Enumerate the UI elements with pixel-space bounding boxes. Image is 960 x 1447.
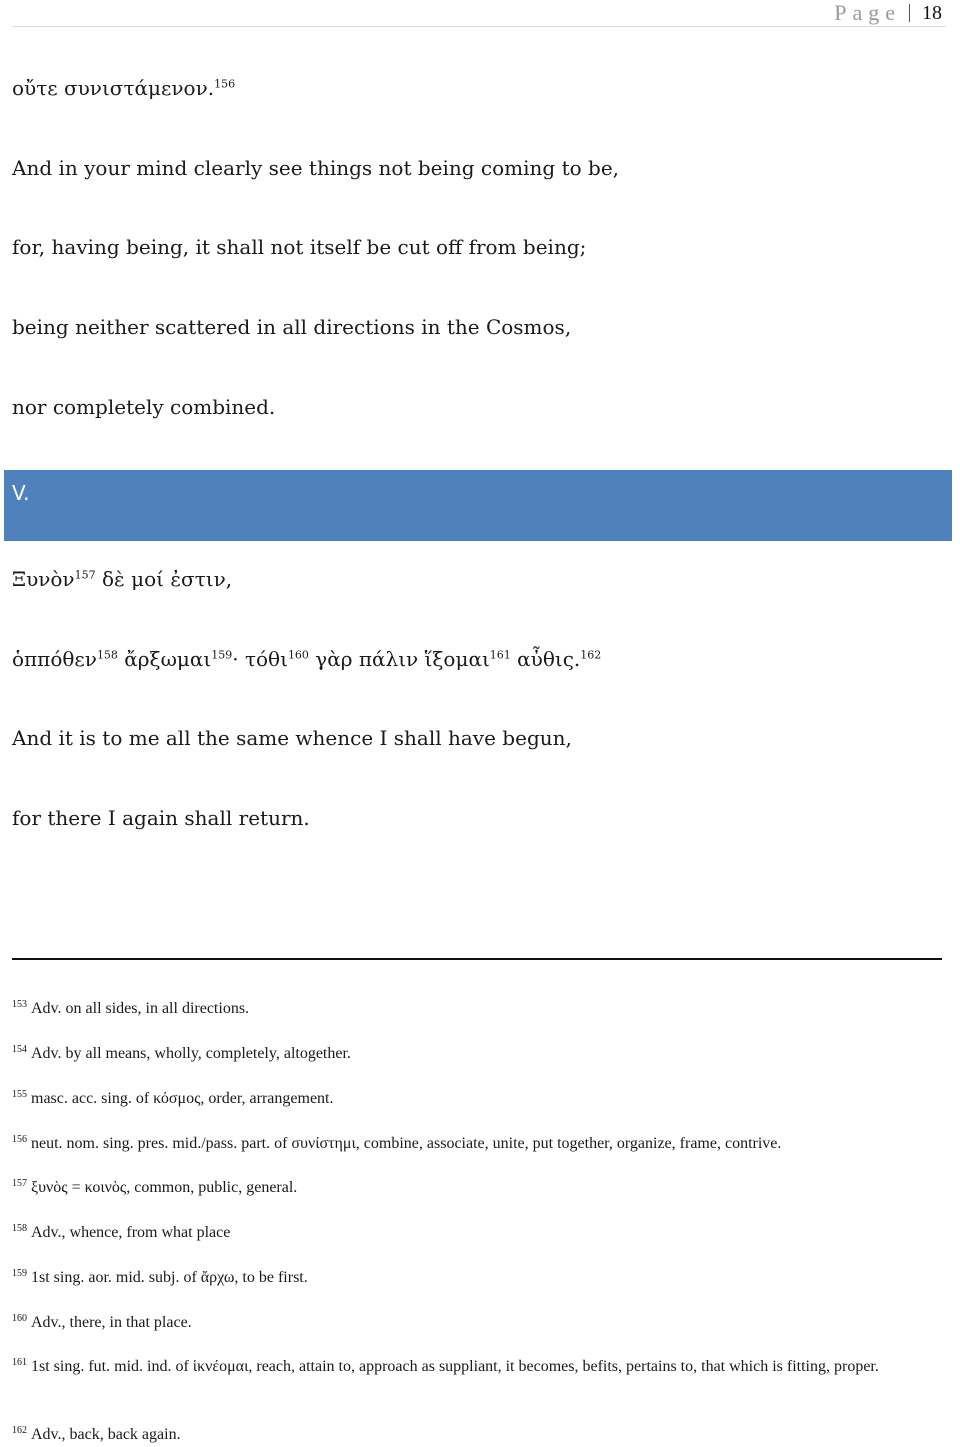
greek-word: · τόθι xyxy=(232,647,288,671)
text-line-4: nor completely combined. xyxy=(12,395,276,419)
footnote-ref[interactable]: 157 xyxy=(74,568,96,582)
footnote-number: 159 xyxy=(12,1267,27,1279)
footnote-text: ξυνὸς = κοινὸς, common, public, general. xyxy=(31,1179,298,1196)
greek-word: Ξυνὸν xyxy=(12,567,75,591)
footnote-ref[interactable]: 156 xyxy=(214,77,236,91)
footnote-number: 154 xyxy=(12,1043,27,1055)
footnote-text: Adv., back, back again. xyxy=(31,1426,181,1443)
footnote-ref[interactable]: 160 xyxy=(287,648,309,662)
footnote-number: 160 xyxy=(12,1312,27,1324)
footnote-159 xyxy=(12,1266,947,1290)
footnote-number: 153 xyxy=(12,998,27,1010)
page-number: 18 xyxy=(922,1,942,24)
footnote-154 xyxy=(12,1042,947,1066)
footnote-158 xyxy=(12,1221,947,1245)
section-label: V. xyxy=(12,481,30,505)
footnote-number: 158 xyxy=(12,1222,27,1234)
page-header xyxy=(834,0,942,26)
footnote-161 xyxy=(12,1355,947,1379)
footnote-ref[interactable]: 158 xyxy=(96,648,118,662)
footnote-162 xyxy=(12,1423,947,1447)
text-line-2: for, having being, it shall not itself be cut off from being; xyxy=(12,235,587,259)
greek-word: ἄρξωμαι xyxy=(117,647,212,671)
greek-word: ὁππόθεν xyxy=(12,647,97,671)
page-word: Page xyxy=(834,0,901,25)
translation-line-2: for there I again shall return. xyxy=(12,806,310,830)
footnote-ref[interactable]: 161 xyxy=(489,648,511,662)
header-rule xyxy=(12,26,946,27)
footnote-ref[interactable]: 159 xyxy=(211,648,233,662)
footnote-separator xyxy=(12,958,942,960)
footnote-157 xyxy=(12,1176,947,1200)
header-separator xyxy=(909,4,910,22)
footnote-number: 161 xyxy=(12,1356,27,1368)
footnote-number: 156 xyxy=(12,1133,27,1145)
footnote-number: 155 xyxy=(12,1088,27,1100)
footnote-number: 157 xyxy=(12,1177,27,1189)
footnote-155 xyxy=(12,1087,947,1111)
greek-line-0 xyxy=(12,76,235,100)
footnote-text: masc. acc. sing. of κόσμος, order, arrangement. xyxy=(31,1090,334,1107)
footnote-text: 1st sing. fut. mid. ind. of ἱκνέομαι, reach, attain to, approach as suppliant, it becomes, befits, pertains to, that which is fitting, proper. xyxy=(31,1358,879,1375)
translation-line-1: And it is to me all the same whence I shall have begun, xyxy=(12,726,572,750)
greek-word: δὲ μοί ἐστιν, xyxy=(95,567,233,591)
greek-word: γὰρ πάλιν ἵξομαι xyxy=(308,647,490,671)
greek-line-2 xyxy=(12,647,601,671)
footnote-156 xyxy=(12,1132,947,1156)
footnote-ref[interactable]: 162 xyxy=(580,648,602,662)
footnote-text: 1st sing. aor. mid. subj. of ἄρχω, to be first. xyxy=(31,1269,308,1286)
footnote-text: Adv. by all means, wholly, completely, altogether. xyxy=(31,1045,351,1062)
greek-line-1 xyxy=(12,567,232,591)
footnote-160 xyxy=(12,1311,947,1335)
greek-text: οὔτε συνιστάμενον. xyxy=(12,76,215,100)
footnote-text: neut. nom. sing. pres. mid./pass. part. of συνίστημι, combine, associate, unite, put together, organize, frame, contrive. xyxy=(31,1135,782,1152)
footnote-text: Adv., whence, from what place xyxy=(31,1224,231,1241)
footnote-text: Adv. on all sides, in all directions. xyxy=(31,1000,250,1017)
footnote-153 xyxy=(12,997,947,1021)
greek-word: αὖθις. xyxy=(510,647,581,671)
text-line-3: being neither scattered in all directions in the Cosmos, xyxy=(12,315,572,339)
footnote-text: Adv., there, in that place. xyxy=(31,1314,192,1331)
section-heading xyxy=(4,470,952,541)
text-line-1: And in your mind clearly see things not being coming to be, xyxy=(12,156,620,180)
footnote-number: 162 xyxy=(12,1424,27,1436)
